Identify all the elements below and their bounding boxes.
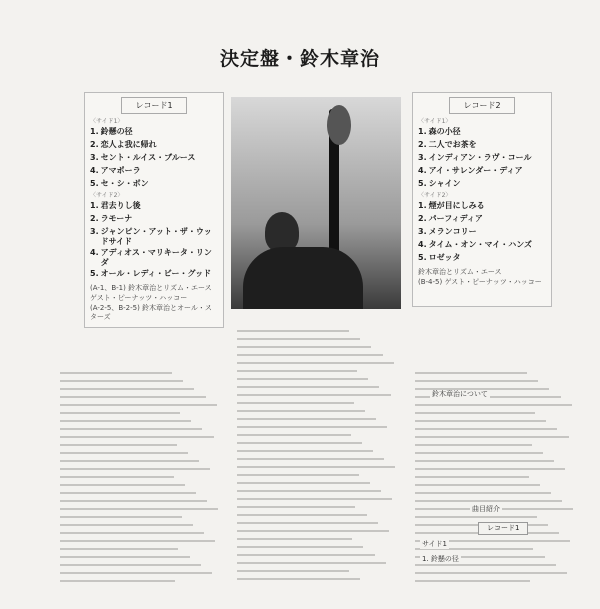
track-number: 3. xyxy=(90,153,99,162)
liner-notes-col2 xyxy=(237,330,397,586)
track-item xyxy=(418,201,546,213)
text-line xyxy=(415,404,572,406)
track-number: 2. xyxy=(90,140,99,149)
track-item xyxy=(418,153,546,165)
track-title: 鈴懸の径 xyxy=(100,127,133,136)
track-number: 4. xyxy=(418,166,427,175)
text-line xyxy=(237,466,395,468)
track-number: 2. xyxy=(418,214,427,223)
first-track-heading: 1. 鈴懸の径 xyxy=(422,555,459,563)
text-line xyxy=(60,404,217,406)
track-item xyxy=(418,240,546,252)
track-item xyxy=(90,153,218,165)
text-line xyxy=(415,580,530,582)
track-number: 1. xyxy=(90,127,99,136)
side1-heading: サイド1 xyxy=(422,540,447,548)
track-title: タイム・オン・マイ・ハンズ xyxy=(428,240,533,249)
track-number: 4. xyxy=(418,240,427,249)
text-line xyxy=(60,564,201,566)
track-number: 1. xyxy=(418,127,427,136)
text-line xyxy=(237,482,370,484)
side1-label: 〈サイド1〉 xyxy=(418,118,452,125)
track-item xyxy=(418,227,546,239)
text-line xyxy=(237,410,365,412)
musician-photo xyxy=(231,97,401,309)
text-line xyxy=(237,474,359,476)
record1-label: レコード1 xyxy=(121,97,187,114)
track-item xyxy=(90,179,218,191)
text-line xyxy=(415,484,540,486)
credit-line: ゲスト・ピーナッツ・ハッコー xyxy=(90,294,188,302)
text-line xyxy=(237,394,391,396)
track-item xyxy=(90,127,218,139)
text-line xyxy=(415,452,543,454)
track-number: 3. xyxy=(418,153,427,162)
text-line xyxy=(60,580,175,582)
track-number: 5. xyxy=(418,253,427,262)
track-number: 1. xyxy=(418,201,427,210)
text-line xyxy=(237,354,383,356)
text-line xyxy=(237,530,389,532)
track-title: 煙が目にしみる xyxy=(428,201,485,210)
track-title: セント・ルイス・ブルース xyxy=(100,153,196,162)
record1-tracklist xyxy=(84,92,224,328)
text-line xyxy=(60,540,215,542)
text-line xyxy=(60,412,180,414)
track-item xyxy=(418,253,546,265)
credit-line: 鈴木章治とリズム・エース xyxy=(418,268,502,276)
track-number: 5. xyxy=(90,179,99,188)
track-number: 4. xyxy=(90,166,99,175)
track-number: 4. xyxy=(90,248,99,257)
text-line xyxy=(237,538,352,540)
text-line xyxy=(415,572,567,574)
text-line xyxy=(60,444,177,446)
side2-label: 〈サイド2〉 xyxy=(418,192,452,199)
track-item xyxy=(90,227,218,247)
track-number: 2. xyxy=(90,214,99,223)
text-line xyxy=(415,428,557,430)
side2-label: 〈サイド2〉 xyxy=(90,192,124,199)
text-line xyxy=(415,492,551,494)
track-number: 3. xyxy=(90,227,99,236)
text-line xyxy=(237,498,392,500)
text-line xyxy=(237,346,371,348)
track-item xyxy=(418,140,546,152)
track-title: 森の小径 xyxy=(428,127,461,136)
text-line xyxy=(60,452,188,454)
track-item xyxy=(418,127,546,139)
record2-label: レコード2 xyxy=(449,97,515,114)
track-item xyxy=(90,214,218,226)
text-line xyxy=(60,396,206,398)
text-line xyxy=(60,484,185,486)
track-title: シャイン xyxy=(428,179,461,188)
text-line xyxy=(415,476,529,478)
text-line xyxy=(60,508,218,510)
microphone xyxy=(327,105,351,145)
track-item xyxy=(90,269,218,281)
track-title: アマポーラ xyxy=(100,166,141,175)
text-line xyxy=(415,564,556,566)
track-title: アイ・サレンダー・ディア xyxy=(428,166,523,175)
track-title: 恋人よ我に帰れ xyxy=(100,140,157,149)
liner-notes-col1 xyxy=(60,372,220,588)
track-title: パーフィディア xyxy=(428,214,483,223)
track-number: 2. xyxy=(418,140,427,149)
text-line xyxy=(237,338,360,340)
musician-body xyxy=(243,247,363,309)
text-line xyxy=(237,522,378,524)
text-line xyxy=(60,516,182,518)
text-line xyxy=(415,468,565,470)
record2-tracklist xyxy=(412,92,552,307)
text-line xyxy=(237,362,394,364)
track-title: ロゼッタ xyxy=(428,253,461,262)
program-heading: 曲目紹介 xyxy=(472,505,500,513)
track-number: 5. xyxy=(90,269,99,278)
track-item xyxy=(90,140,218,152)
text-line xyxy=(237,330,349,332)
text-line xyxy=(415,500,562,502)
text-line xyxy=(60,372,172,374)
track-title: セ・シ・ボン xyxy=(100,179,149,188)
track-title: 君去りし後 xyxy=(100,201,141,210)
text-line xyxy=(237,578,360,580)
text-line xyxy=(60,500,207,502)
text-line xyxy=(60,492,196,494)
track-title: ラモーナ xyxy=(100,214,133,223)
text-line xyxy=(237,426,387,428)
track-number: 5. xyxy=(418,179,427,188)
text-line xyxy=(237,434,351,436)
text-line xyxy=(237,450,373,452)
text-line xyxy=(415,436,569,438)
text-line xyxy=(237,514,367,516)
side1-label: 〈サイド1〉 xyxy=(90,118,124,125)
musician-head xyxy=(265,212,299,252)
text-line xyxy=(237,490,381,492)
text-line xyxy=(60,388,194,390)
track-item xyxy=(418,179,546,191)
track-item xyxy=(90,201,218,213)
track-item xyxy=(418,214,546,226)
text-line xyxy=(60,420,191,422)
record1-notes-label: レコード1 xyxy=(478,522,528,535)
about-heading: 鈴木章治について xyxy=(432,390,488,398)
text-line xyxy=(237,442,362,444)
track-title: ジャンピン・アット・ザ・ウッドサイド xyxy=(100,227,212,246)
text-line xyxy=(237,402,354,404)
text-line xyxy=(237,546,363,548)
track-title: 二人でお茶を xyxy=(428,140,477,149)
text-line xyxy=(415,516,537,518)
text-line xyxy=(237,418,376,420)
text-line xyxy=(415,412,535,414)
track-number: 3. xyxy=(418,227,427,236)
text-line xyxy=(237,570,349,572)
track-title: メランコリー xyxy=(428,227,477,236)
credit-line: (B-4-5) ゲスト・ピーナッツ・ハッコー xyxy=(418,278,542,286)
text-line xyxy=(415,380,538,382)
text-line xyxy=(60,524,193,526)
credit-line: (A-1、B-1) 鈴木章治とリズム・エース xyxy=(90,284,212,292)
track-title: インディアン・ラヴ・コール xyxy=(428,153,532,162)
text-line xyxy=(415,460,554,462)
text-line xyxy=(60,380,183,382)
text-line xyxy=(60,572,212,574)
text-line xyxy=(237,506,355,508)
text-line xyxy=(60,556,190,558)
text-line xyxy=(60,468,210,470)
credit-line: (A-2-5、B-2-5) 鈴木章治とオール・スターズ xyxy=(90,304,212,321)
text-line xyxy=(237,554,375,556)
page-title: 決定盤・鈴木章治 xyxy=(219,48,380,70)
text-line xyxy=(60,436,214,438)
track-item xyxy=(90,166,218,178)
track-title: オール・レディ・ビー・グッド xyxy=(100,269,212,278)
text-line xyxy=(60,428,202,430)
text-line xyxy=(237,562,386,564)
text-line xyxy=(60,548,178,550)
track-number: 1. xyxy=(90,201,99,210)
text-line xyxy=(60,460,199,462)
text-line xyxy=(60,476,174,478)
text-line xyxy=(237,386,379,388)
text-line xyxy=(415,420,546,422)
text-line xyxy=(415,444,532,446)
text-line xyxy=(237,370,357,372)
text-line xyxy=(415,372,527,374)
text-line xyxy=(237,458,384,460)
text-line xyxy=(60,532,204,534)
track-item xyxy=(90,248,218,268)
track-title: アディオス・マリキータ・リンダ xyxy=(100,248,212,267)
track-item xyxy=(418,166,546,178)
text-line xyxy=(237,378,368,380)
